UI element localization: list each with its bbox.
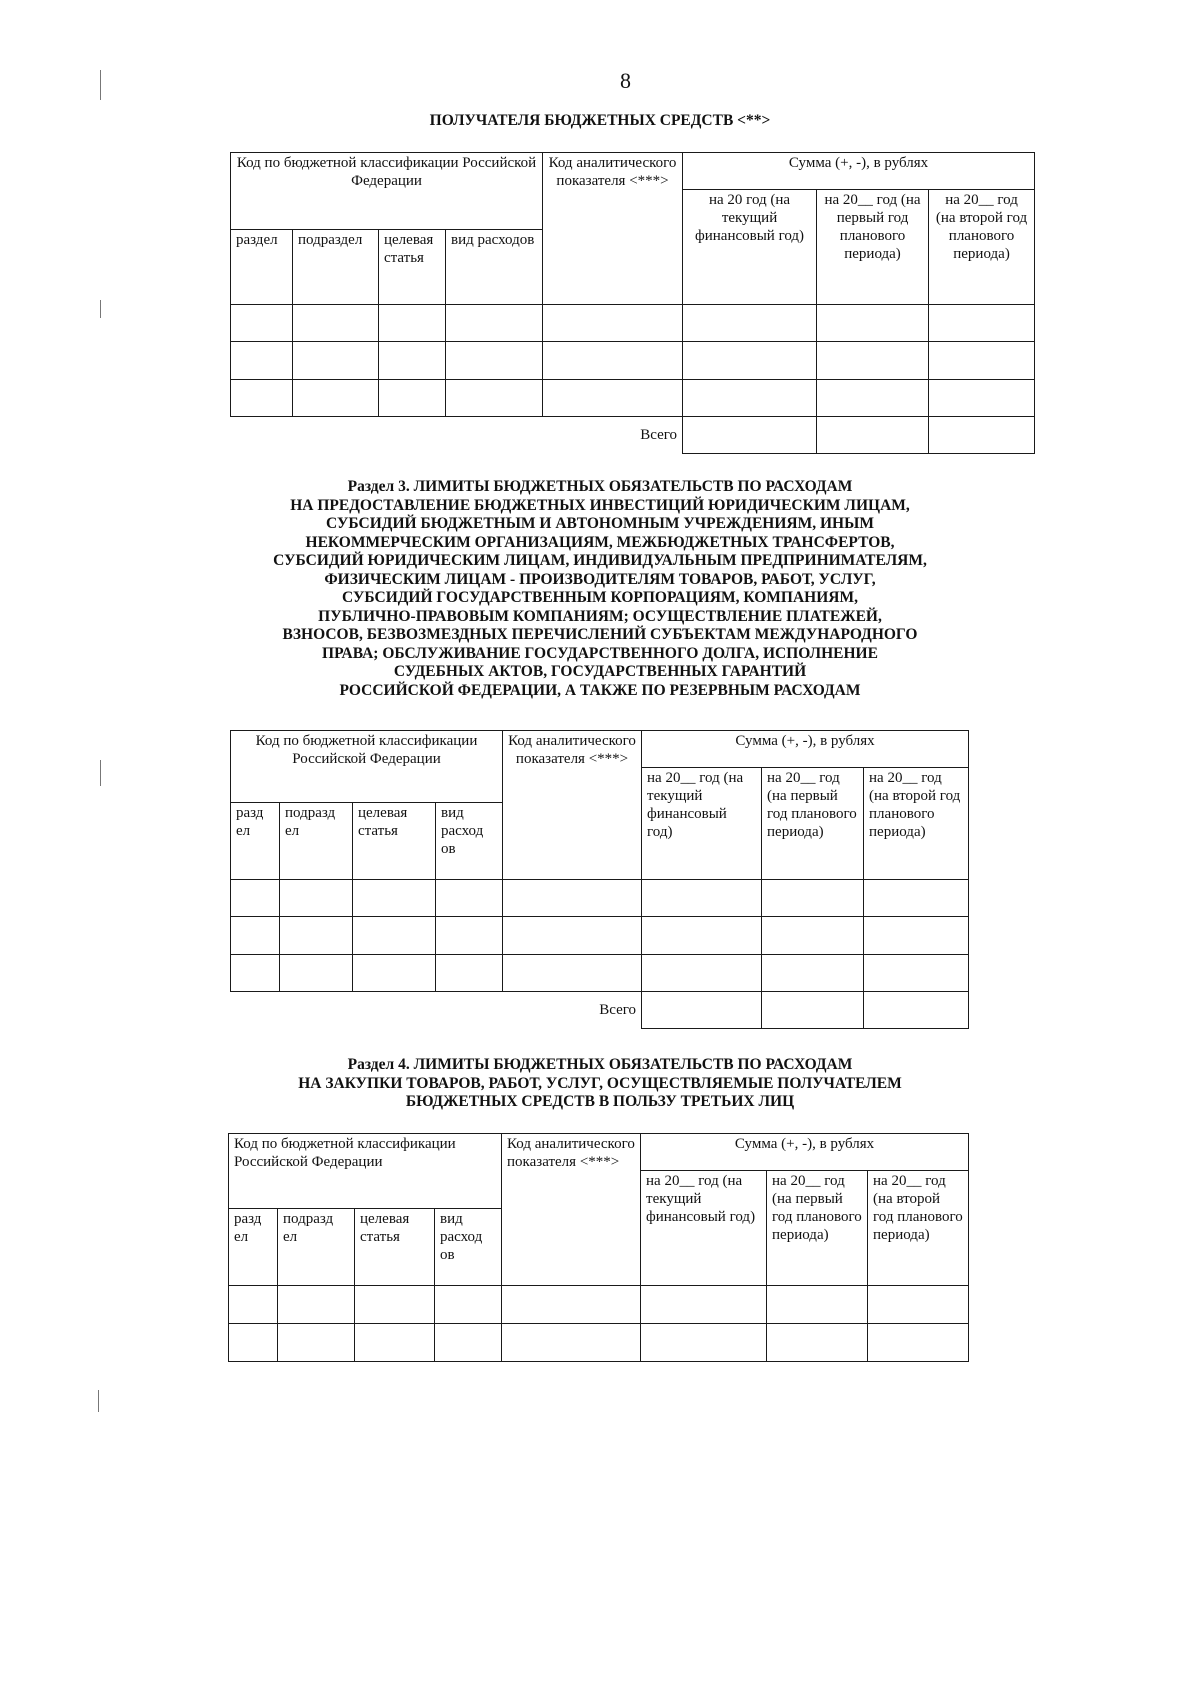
year-plan1-header: на 20__ год (на первый год планового периода) — [762, 768, 864, 880]
year-current-header: на 20 год (на текущий финансовый год) — [683, 190, 817, 305]
table-row — [231, 380, 1035, 417]
sum-header: Сумма (+, -), в рублях — [641, 1134, 969, 1171]
sum-header: Сумма (+, -), в рублях — [642, 731, 969, 768]
scan-artifact — [98, 1390, 99, 1412]
table-row — [231, 917, 969, 955]
statya-header: целевая статья — [353, 803, 436, 880]
analytic-code-header: Код аналитического показателя <***> — [543, 153, 683, 305]
analytic-code-header: Код аналитического показателя <***> — [503, 731, 642, 880]
table-row — [229, 1324, 969, 1362]
table-row — [231, 880, 969, 917]
podrazdel-header: подраздел — [293, 230, 379, 305]
table-row — [231, 955, 969, 992]
total-label: Всего — [640, 427, 678, 444]
statya-header: целевая статья — [379, 230, 446, 305]
year-plan2-header: на 20__ год (на второй год планового периода) — [929, 190, 1035, 305]
year-current-header: на 20__ год (на текущий финансовый год) — [641, 1171, 767, 1286]
vid-header: вид расходов — [446, 230, 543, 305]
kbk-header: Код по бюджетной классификации Российской Федерации — [229, 1134, 502, 1209]
vid-header: вид расход ов — [436, 803, 503, 880]
section3-heading: Раздел 3. ЛИМИТЫ БЮДЖЕТНЫХ ОБЯЗАТЕЛЬСТВ ПО РАСХОДАМ НА ПРЕДОСТАВЛЕНИЕ БЮДЖЕТНЫХ ИНВЕСТИЦИЙ ЮРИДИЧЕСКИМ ЛИЦАМ, СУБСИДИЙ БЮДЖЕТНЫМ И АВТОНОМНЫМ УЧРЕЖДЕНИЯМ, ИНЫМ НЕКОММЕРЧЕСКИМ ОРГАНИЗАЦИЯМ, МЕЖБЮДЖЕТНЫХ ТРАНСФЕРТОВ, СУБСИДИЙ ЮРИДИЧЕСКИМ ЛИЦАМ, ИНДИВИДУАЛЬНЫМ ПРЕДПРИНИМАТЕЛЯМ, ФИЗИЧЕСКИМ ЛИЦАМ - ПРОИЗВОДИТЕЛЯМ ТОВАРОВ, РАБОТ, УСЛУГ, СУБСИДИЙ ГОСУДАРСТВЕННЫМ КОРПОРАЦИЯМ, КОМПАНИЯМ, ПУБЛИЧНО-ПРАВОВЫМ КОМПАНИЯМ; ОСУЩЕСТВЛЕНИЕ ПЛАТЕЖЕЙ, ВЗНОСОВ, БЕЗВОЗМЕЗДНЫХ ПЕРЕЧИСЛЕНИЙ СУБЪЕКТАМ МЕЖДУНАРОДНОГО ПРАВА; ОБСЛУЖИВАНИЕ ГОСУДАРСТВЕННОГО ДОЛГА, ИСПОЛНЕНИЕ СУДЕБНЫХ АКТОВ, ГОСУДАРСТВЕННЫХ ГАРАНТИЙ РОССИЙСКОЙ ФЕДЕРАЦИИ, А ТАКЖЕ ПО РЕЗЕРВНЫМ РАСХОДАМ — [273, 478, 927, 699]
table-row — [231, 305, 1035, 342]
table-section2 — [230, 152, 1035, 454]
year-current-header: на 20__ год (на текущий финансовый год) — [642, 768, 762, 880]
podrazdel-header: подразд ел — [278, 1209, 355, 1286]
year-plan2-header: на 20__ год (на второй год планового периода) — [868, 1171, 969, 1286]
year-plan2-header: на 20__ год (на второй год планового периода) — [864, 768, 969, 880]
scan-artifact — [100, 760, 101, 786]
vid-header: вид расход ов — [435, 1209, 502, 1286]
table-row — [229, 1286, 969, 1324]
table-section3 — [230, 730, 969, 1029]
section2-heading: ПОЛУЧАТЕЛЯ БЮДЖЕТНЫХ СРЕДСТВ <**> — [429, 112, 771, 129]
year-plan1-header: на 20__ год (на первый год планового периода) — [817, 190, 929, 305]
total-row — [231, 417, 1035, 454]
page-number: 8 — [620, 68, 631, 93]
section4-heading: Раздел 4. ЛИМИТЫ БЮДЖЕТНЫХ ОБЯЗАТЕЛЬСТВ ПО РАСХОДАМ НА ЗАКУПКИ ТОВАРОВ, РАБОТ, УСЛУГ, ОСУЩЕСТВЛЯЕМЫЕ ПОЛУЧАТЕЛЕМ БЮДЖЕТНЫХ СРЕДСТВ В ПОЛЬЗУ ТРЕТЬИХ ЛИЦ — [298, 1056, 902, 1110]
table-section4 — [228, 1133, 969, 1362]
analytic-code-header: Код аналитического показателя <***> — [502, 1134, 641, 1286]
scan-artifact — [100, 300, 101, 318]
scan-artifact — [100, 70, 101, 100]
statya-header: целевая статья — [355, 1209, 435, 1286]
podrazdel-header: подразд ел — [280, 803, 353, 880]
razdel-header: разд ел — [229, 1209, 278, 1286]
year-plan1-header: на 20__ год (на первый год планового периода) — [767, 1171, 868, 1286]
kbk-header: Код по бюджетной классификации Российской Федерации — [231, 153, 543, 230]
sum-header: Сумма (+, -), в рублях — [683, 153, 1035, 190]
total-row — [231, 992, 969, 1029]
razdel-header: разд ел — [231, 803, 280, 880]
total-label: Всего — [599, 1002, 637, 1019]
razdel-header: раздел — [231, 230, 293, 305]
kbk-header: Код по бюджетной классификации Российской Федерации — [231, 731, 503, 803]
table-row — [231, 342, 1035, 380]
